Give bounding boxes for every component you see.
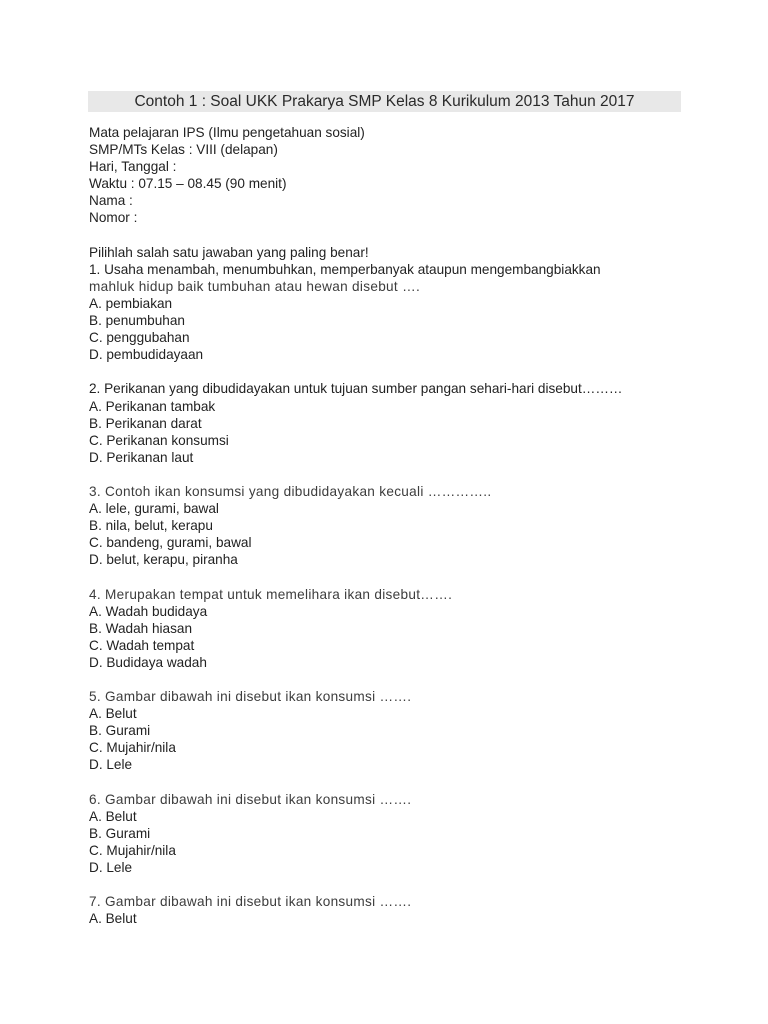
time-line: Waktu : 07.15 – 08.45 (90 menit) <box>89 176 287 192</box>
answer-option: D. Lele <box>89 757 133 773</box>
question-3 <box>89 483 689 568</box>
answer-option: D. belut, kerapu, piranha <box>89 552 238 568</box>
question-4 <box>89 586 689 671</box>
answer-option: A. pembiakan <box>89 295 173 311</box>
instruction-text: Pilihlah salah satu jawaban yang paling benar! <box>89 244 369 260</box>
date-line: Hari, Tanggal : <box>89 159 177 175</box>
answer-option: B. nila, belut, kerapu <box>89 518 213 534</box>
answer-option: B. Gurami <box>89 825 151 841</box>
answer-option: C. Mujahir/nila <box>89 842 176 858</box>
question-5 <box>89 688 689 773</box>
question-text: 3. Contoh ikan konsumsi yang dibudidayakan kecuali ………….. <box>89 483 492 499</box>
answer-option: B. Wadah hiasan <box>89 620 193 636</box>
answer-option: D. Perikanan laut <box>89 449 194 465</box>
document-title: Contoh 1 : Soal UKK Prakarya SMP Kelas 8 Kurikulum 2013 Tahun 2017 <box>134 93 635 110</box>
answer-option: B. Perikanan darat <box>89 415 202 431</box>
exam-header <box>89 124 689 227</box>
answer-option: C. Mujahir/nila <box>89 740 176 756</box>
answer-option: A. Belut <box>89 911 137 927</box>
name-line: Nama : <box>89 193 133 209</box>
answer-option: C. Perikanan konsumsi <box>89 432 229 448</box>
answer-option: A. lele, gurami, bawal <box>89 501 219 517</box>
question-6 <box>89 791 689 876</box>
question-text: 5. Gambar dibawah ini disebut ikan konsumsi ……. <box>89 689 412 705</box>
answer-option: C. bandeng, gurami, bawal <box>89 535 252 551</box>
subject-line: Mata pelajaran IPS (Ilmu pengetahuan sosial) <box>89 125 365 140</box>
question-7 <box>89 893 689 927</box>
question-text: 7. Gambar dibawah ini disebut ikan konsumsi ……. <box>89 894 412 910</box>
question-text: mahluk hidup baik tumbuhan atau hewan disebut …. <box>89 278 421 294</box>
question-text: 1. Usaha menambah, menumbuhkan, memperbanyak ataupun mengembangbiakkan <box>89 261 601 277</box>
title-bar <box>88 91 681 112</box>
answer-option: C. penggubahan <box>89 330 190 346</box>
answer-option: A. Belut <box>89 706 137 722</box>
question-2 <box>89 380 689 465</box>
question-text: 2. Perikanan yang dibudidayakan untuk tujuan sumber pangan sehari-hari disebut……… <box>89 381 623 397</box>
grade-line: SMP/MTs Kelas : VIII (delapan) <box>89 142 278 158</box>
number-line: Nomor : <box>89 210 138 226</box>
answer-option: A. Perikanan tambak <box>89 398 216 414</box>
answer-option: B. penumbuhan <box>89 313 185 329</box>
question-text: 6. Gambar dibawah ini disebut ikan konsumsi ……. <box>89 791 412 807</box>
question-text: 4. Merupakan tempat untuk memelihara ikan disebut……. <box>89 586 453 602</box>
answer-option: A. Wadah budidaya <box>89 603 208 619</box>
document-body <box>89 124 689 927</box>
answer-option: D. pembudidayaan <box>89 347 204 363</box>
answer-option: D. Lele <box>89 860 133 876</box>
question-1 <box>89 261 689 364</box>
answer-option: D. Budidaya wadah <box>89 654 207 670</box>
answer-option: C. Wadah tempat <box>89 637 195 653</box>
answer-option: B. Gurami <box>89 723 151 739</box>
answer-option: A. Belut <box>89 808 137 824</box>
